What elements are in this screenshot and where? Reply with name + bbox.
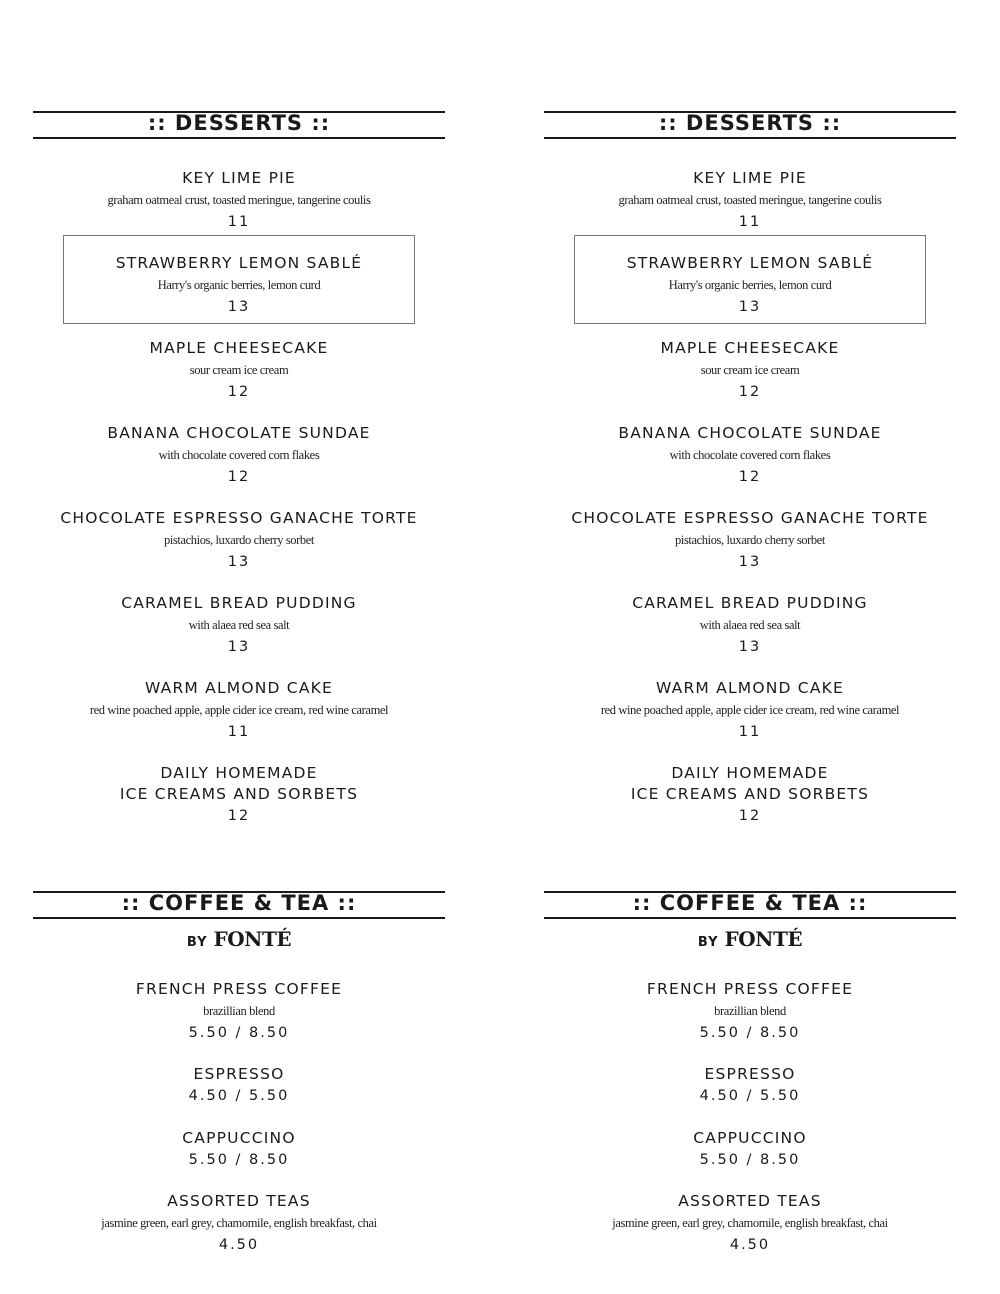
item-name: CARAMEL BREAD PUDDING — [121, 594, 357, 612]
item-price: 12 — [738, 384, 762, 400]
item-description: Harry's organic berries, lemon curd — [668, 278, 832, 292]
menu-item — [33, 1128, 445, 1171]
menu-item — [544, 1064, 956, 1107]
item-description: brazillian blend — [203, 1004, 275, 1018]
item-name: STRAWBERRY LEMON SABLÉ — [626, 254, 874, 272]
menu-item — [33, 338, 445, 403]
item-description: with alaea red sea salt — [188, 618, 290, 632]
coffee-header-text: :: COFFEE & TEA :: — [121, 891, 357, 915]
item-description: sour cream ice cream — [700, 363, 800, 377]
item-name: STRAWBERRY LEMON SABLÉ — [115, 254, 363, 272]
menu-item — [544, 423, 956, 488]
item-name: ESPRESSO — [704, 1065, 796, 1083]
menu-item — [33, 508, 445, 573]
item-price: 4.50 / 5.50 — [188, 1088, 290, 1104]
menu-item — [33, 168, 445, 233]
item-name: KEY LIME PIE — [182, 169, 296, 187]
item-price: 12 — [227, 808, 251, 824]
menu-item — [544, 593, 956, 658]
menu-item — [544, 1128, 956, 1171]
brand-byline — [33, 927, 445, 951]
item-description: with chocolate covered corn flakes — [669, 448, 831, 462]
item-name: KEY LIME PIE — [693, 169, 807, 187]
menu-item — [33, 979, 445, 1044]
item-name: BANANA CHOCOLATE SUNDAE — [618, 424, 882, 442]
item-name: ASSORTED TEAS — [678, 1192, 822, 1210]
item-description: brazillian blend — [714, 1004, 786, 1018]
item-name: WARM ALMOND CAKE — [144, 679, 333, 697]
menu-column-left — [33, 0, 445, 1294]
item-name: CAPPUCCINO — [182, 1129, 296, 1147]
desserts-header-text: :: DESSERTS :: — [147, 111, 331, 135]
item-price: 12 — [738, 808, 762, 824]
item-price: 4.50 — [218, 1237, 260, 1253]
item-name: CHOCOLATE ESPRESSO GANACHE TORTE — [60, 509, 418, 527]
menu-item — [544, 168, 956, 233]
item-description: Harry's organic berries, lemon curd — [157, 278, 321, 292]
menu-item — [544, 763, 956, 827]
desserts-header-text: :: DESSERTS :: — [658, 111, 842, 135]
item-description: sour cream ice cream — [189, 363, 289, 377]
item-price: 4.50 — [729, 1237, 771, 1253]
item-price: 13 — [738, 639, 762, 655]
item-description: pistachios, luxardo cherry sorbet — [164, 533, 314, 547]
menu-item — [33, 253, 445, 318]
coffee-header-text: :: COFFEE & TEA :: — [632, 891, 868, 915]
menu-item — [544, 979, 956, 1044]
item-name: CAPPUCCINO — [693, 1129, 807, 1147]
item-price: 5.50 / 8.50 — [188, 1025, 290, 1041]
item-description: graham oatmeal crust, toasted meringue, tangerine coulis — [618, 193, 882, 207]
coffee-header — [33, 891, 445, 919]
item-name: WARM ALMOND CAKE — [655, 679, 844, 697]
item-description: with alaea red sea salt — [699, 618, 801, 632]
menu-column-right — [544, 0, 956, 1294]
item-name: DAILY HOMEMADE — [160, 764, 318, 782]
desserts-header — [544, 111, 956, 139]
item-description: jasmine green, earl grey, chamomile, english breakfast, chai — [612, 1216, 888, 1230]
item-description: with chocolate covered corn flakes — [158, 448, 320, 462]
item-name: ESPRESSO — [193, 1065, 285, 1083]
brand-byline — [544, 927, 956, 951]
item-price: 13 — [738, 299, 762, 315]
item-name: CHOCOLATE ESPRESSO GANACHE TORTE — [571, 509, 929, 527]
item-description: graham oatmeal crust, toasted meringue, tangerine coulis — [107, 193, 371, 207]
item-price: 4.50 / 5.50 — [699, 1088, 801, 1104]
menu-item — [33, 423, 445, 488]
menu-item — [33, 593, 445, 658]
item-description: pistachios, luxardo cherry sorbet — [675, 533, 825, 547]
desserts-header — [33, 111, 445, 139]
menu-item — [33, 763, 445, 827]
item-name-line2: ICE CREAMS AND SORBETS — [630, 785, 870, 803]
item-price: 5.50 / 8.50 — [699, 1152, 801, 1168]
item-description: jasmine green, earl grey, chamomile, english breakfast, chai — [101, 1216, 377, 1230]
item-price: 11 — [738, 724, 762, 740]
menu-item — [544, 253, 956, 318]
item-name: ASSORTED TEAS — [167, 1192, 311, 1210]
item-price: 12 — [227, 384, 251, 400]
item-price: 5.50 / 8.50 — [699, 1025, 801, 1041]
item-name: DAILY HOMEMADE — [671, 764, 829, 782]
coffee-header — [544, 891, 956, 919]
menu-item — [544, 678, 956, 743]
item-price: 13 — [227, 639, 251, 655]
item-name: MAPLE CHEESECAKE — [149, 339, 329, 357]
item-price: 13 — [738, 554, 762, 570]
item-price: 11 — [227, 724, 251, 740]
item-name: MAPLE CHEESECAKE — [660, 339, 840, 357]
item-name: FRENCH PRESS COFFEE — [646, 980, 854, 998]
menu-item — [33, 1064, 445, 1107]
item-price: 11 — [738, 214, 762, 230]
item-name: FRENCH PRESS COFFEE — [135, 980, 343, 998]
brand-logo: FONTÉ — [213, 927, 292, 951]
brand-logo: FONTÉ — [724, 927, 803, 951]
item-price: 13 — [227, 299, 251, 315]
item-name: BANANA CHOCOLATE SUNDAE — [107, 424, 371, 442]
menu-item — [544, 508, 956, 573]
by-label: BY — [697, 935, 719, 950]
item-price: 13 — [227, 554, 251, 570]
item-name-line2: ICE CREAMS AND SORBETS — [119, 785, 359, 803]
menu-item — [544, 338, 956, 403]
item-price: 5.50 / 8.50 — [188, 1152, 290, 1168]
menu-item — [544, 1191, 956, 1256]
item-description: red wine poached apple, apple cider ice cream, red wine caramel — [600, 703, 900, 717]
by-label: BY — [186, 935, 208, 950]
item-price: 12 — [738, 469, 762, 485]
item-description: red wine poached apple, apple cider ice cream, red wine caramel — [89, 703, 389, 717]
item-name: CARAMEL BREAD PUDDING — [632, 594, 868, 612]
menu-item — [33, 1191, 445, 1256]
item-price: 12 — [227, 469, 251, 485]
menu-item — [33, 678, 445, 743]
item-price: 11 — [227, 214, 251, 230]
